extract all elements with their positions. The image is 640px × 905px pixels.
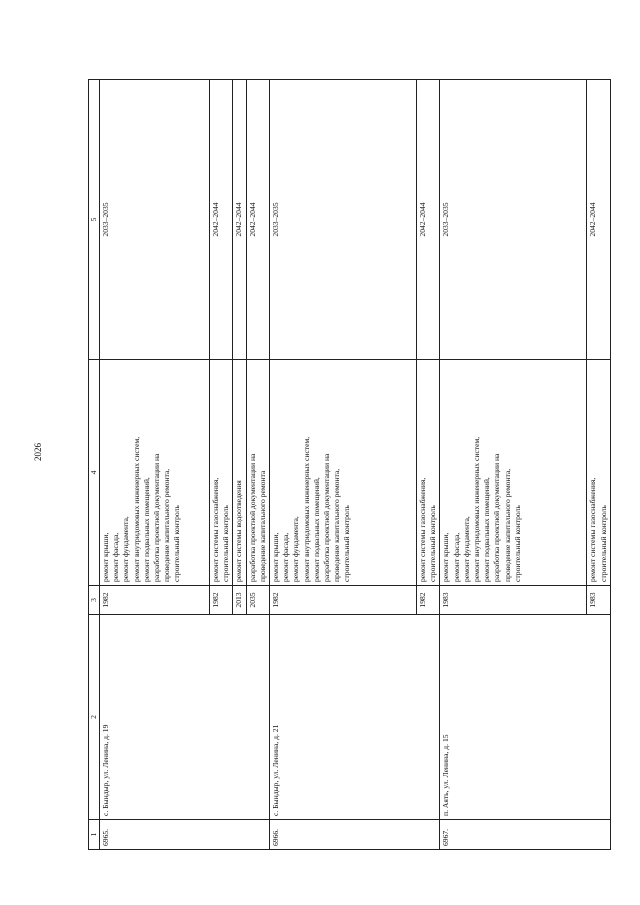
period-cell: 2042–2044 (417, 80, 440, 360)
works-cell (233, 360, 246, 586)
year-cell: 1982 (210, 586, 233, 615)
header-cell-2: 2 (89, 615, 100, 820)
table-row (270, 80, 417, 850)
works-cell (270, 360, 417, 586)
work-item: ремонт подвальных помещений, (311, 477, 321, 582)
work-item: ремонт фасада, (281, 532, 291, 582)
period-cell: 2042–2044 (210, 80, 233, 360)
repair-schedule-table (88, 79, 611, 850)
rotated-table-wrapper (88, 80, 608, 850)
work-item: ремонт крыши, (271, 532, 281, 582)
work-item: строительный контроль (598, 505, 608, 582)
address-cell: п. Аять, ул. Ленина, д. 15 (440, 615, 610, 820)
page-number-text: 2026 (33, 443, 43, 461)
works-cell (210, 360, 233, 586)
year-cell: 1982 (270, 586, 417, 615)
work-item: разработка проектной документации на (322, 453, 332, 582)
period-cell: 2042–2044 (246, 80, 269, 360)
work-item: проведение капитального ремонта, (162, 468, 172, 582)
year-cell: 1982 (417, 586, 440, 615)
work-item: строительный контроль (342, 505, 352, 582)
work-item: ремонт системы газоснабжения, (418, 477, 428, 582)
row-number-cell: 6965. (100, 820, 270, 850)
period-cell: 2033–2035 (100, 80, 210, 360)
work-item: ремонт крыши, (441, 532, 451, 582)
works-cell (417, 360, 440, 586)
page-number (26, 440, 50, 464)
work-item: ремонт фасада, (451, 532, 461, 582)
header-cell-1: 1 (89, 820, 100, 850)
work-item: проведение капитального ремонта, (332, 468, 342, 582)
works-cell (246, 360, 269, 586)
period-cell: 2033–2035 (440, 80, 587, 360)
works-cell (100, 360, 210, 586)
header-cell-4: 4 (89, 360, 100, 586)
work-item: строительный контроль (172, 505, 182, 582)
work-item: ремонт фундамента, (291, 516, 301, 582)
period-cell: 2042–2044 (233, 80, 246, 360)
work-item: строительный контроль (512, 505, 522, 582)
work-item: ремонт внутридомовых инженерных систем, (472, 436, 482, 582)
works-cell (440, 360, 587, 586)
table-row (440, 80, 587, 850)
table-body (100, 80, 611, 850)
year-cell: 1982 (100, 586, 210, 615)
address-cell: с. Бындыр, ул. Ленина, д. 19 (100, 615, 270, 820)
year-cell: 2035 (246, 586, 269, 615)
work-item: разработка проектной документации на (492, 453, 502, 582)
work-item: ремонт крыши, (101, 532, 110, 582)
header-row (89, 80, 100, 850)
year-cell: 1983 (587, 586, 610, 615)
work-item: ремонт подвальных помещений, (141, 477, 151, 582)
work-item: разработка проектной документации на (247, 453, 257, 582)
work-item: разработка проектной документации на (152, 453, 162, 582)
works-cell (587, 360, 610, 586)
work-item: ремонт фундамента, (461, 516, 471, 582)
year-cell: 1983 (440, 586, 587, 615)
period-cell: 2042–2044 (587, 80, 610, 360)
year-cell: 2013 (233, 586, 246, 615)
work-item: проведение капитального ремонта, (502, 468, 512, 582)
work-item: строительный контроль (221, 505, 231, 582)
header-cell-5: 5 (89, 80, 100, 360)
work-item: ремонт системы газоснабжения, (211, 477, 220, 582)
work-item: ремонт внутридомовых инженерных систем, (301, 436, 311, 582)
row-number-cell: 6967. (440, 820, 610, 850)
work-item: ремонт системы газоснабжения, (588, 477, 598, 582)
work-item: ремонт фасада, (111, 532, 121, 582)
table-row (100, 80, 210, 850)
work-item: проведение капитального ремонта (257, 470, 267, 582)
address-cell: с. Бындыр, ул. Ленина, д. 21 (270, 615, 440, 820)
work-item: ремонт внутридомовых инженерных систем, (131, 436, 141, 582)
header-cell-3: 3 (89, 586, 100, 615)
work-item: ремонт системы водоотведения (234, 480, 244, 582)
period-cell: 2033–2035 (270, 80, 417, 360)
work-item: ремонт фундамента, (121, 516, 131, 582)
row-number-cell: 6966. (270, 820, 440, 850)
work-item: строительный контроль (428, 505, 438, 582)
work-item: ремонт подвальных помещений, (482, 477, 492, 582)
